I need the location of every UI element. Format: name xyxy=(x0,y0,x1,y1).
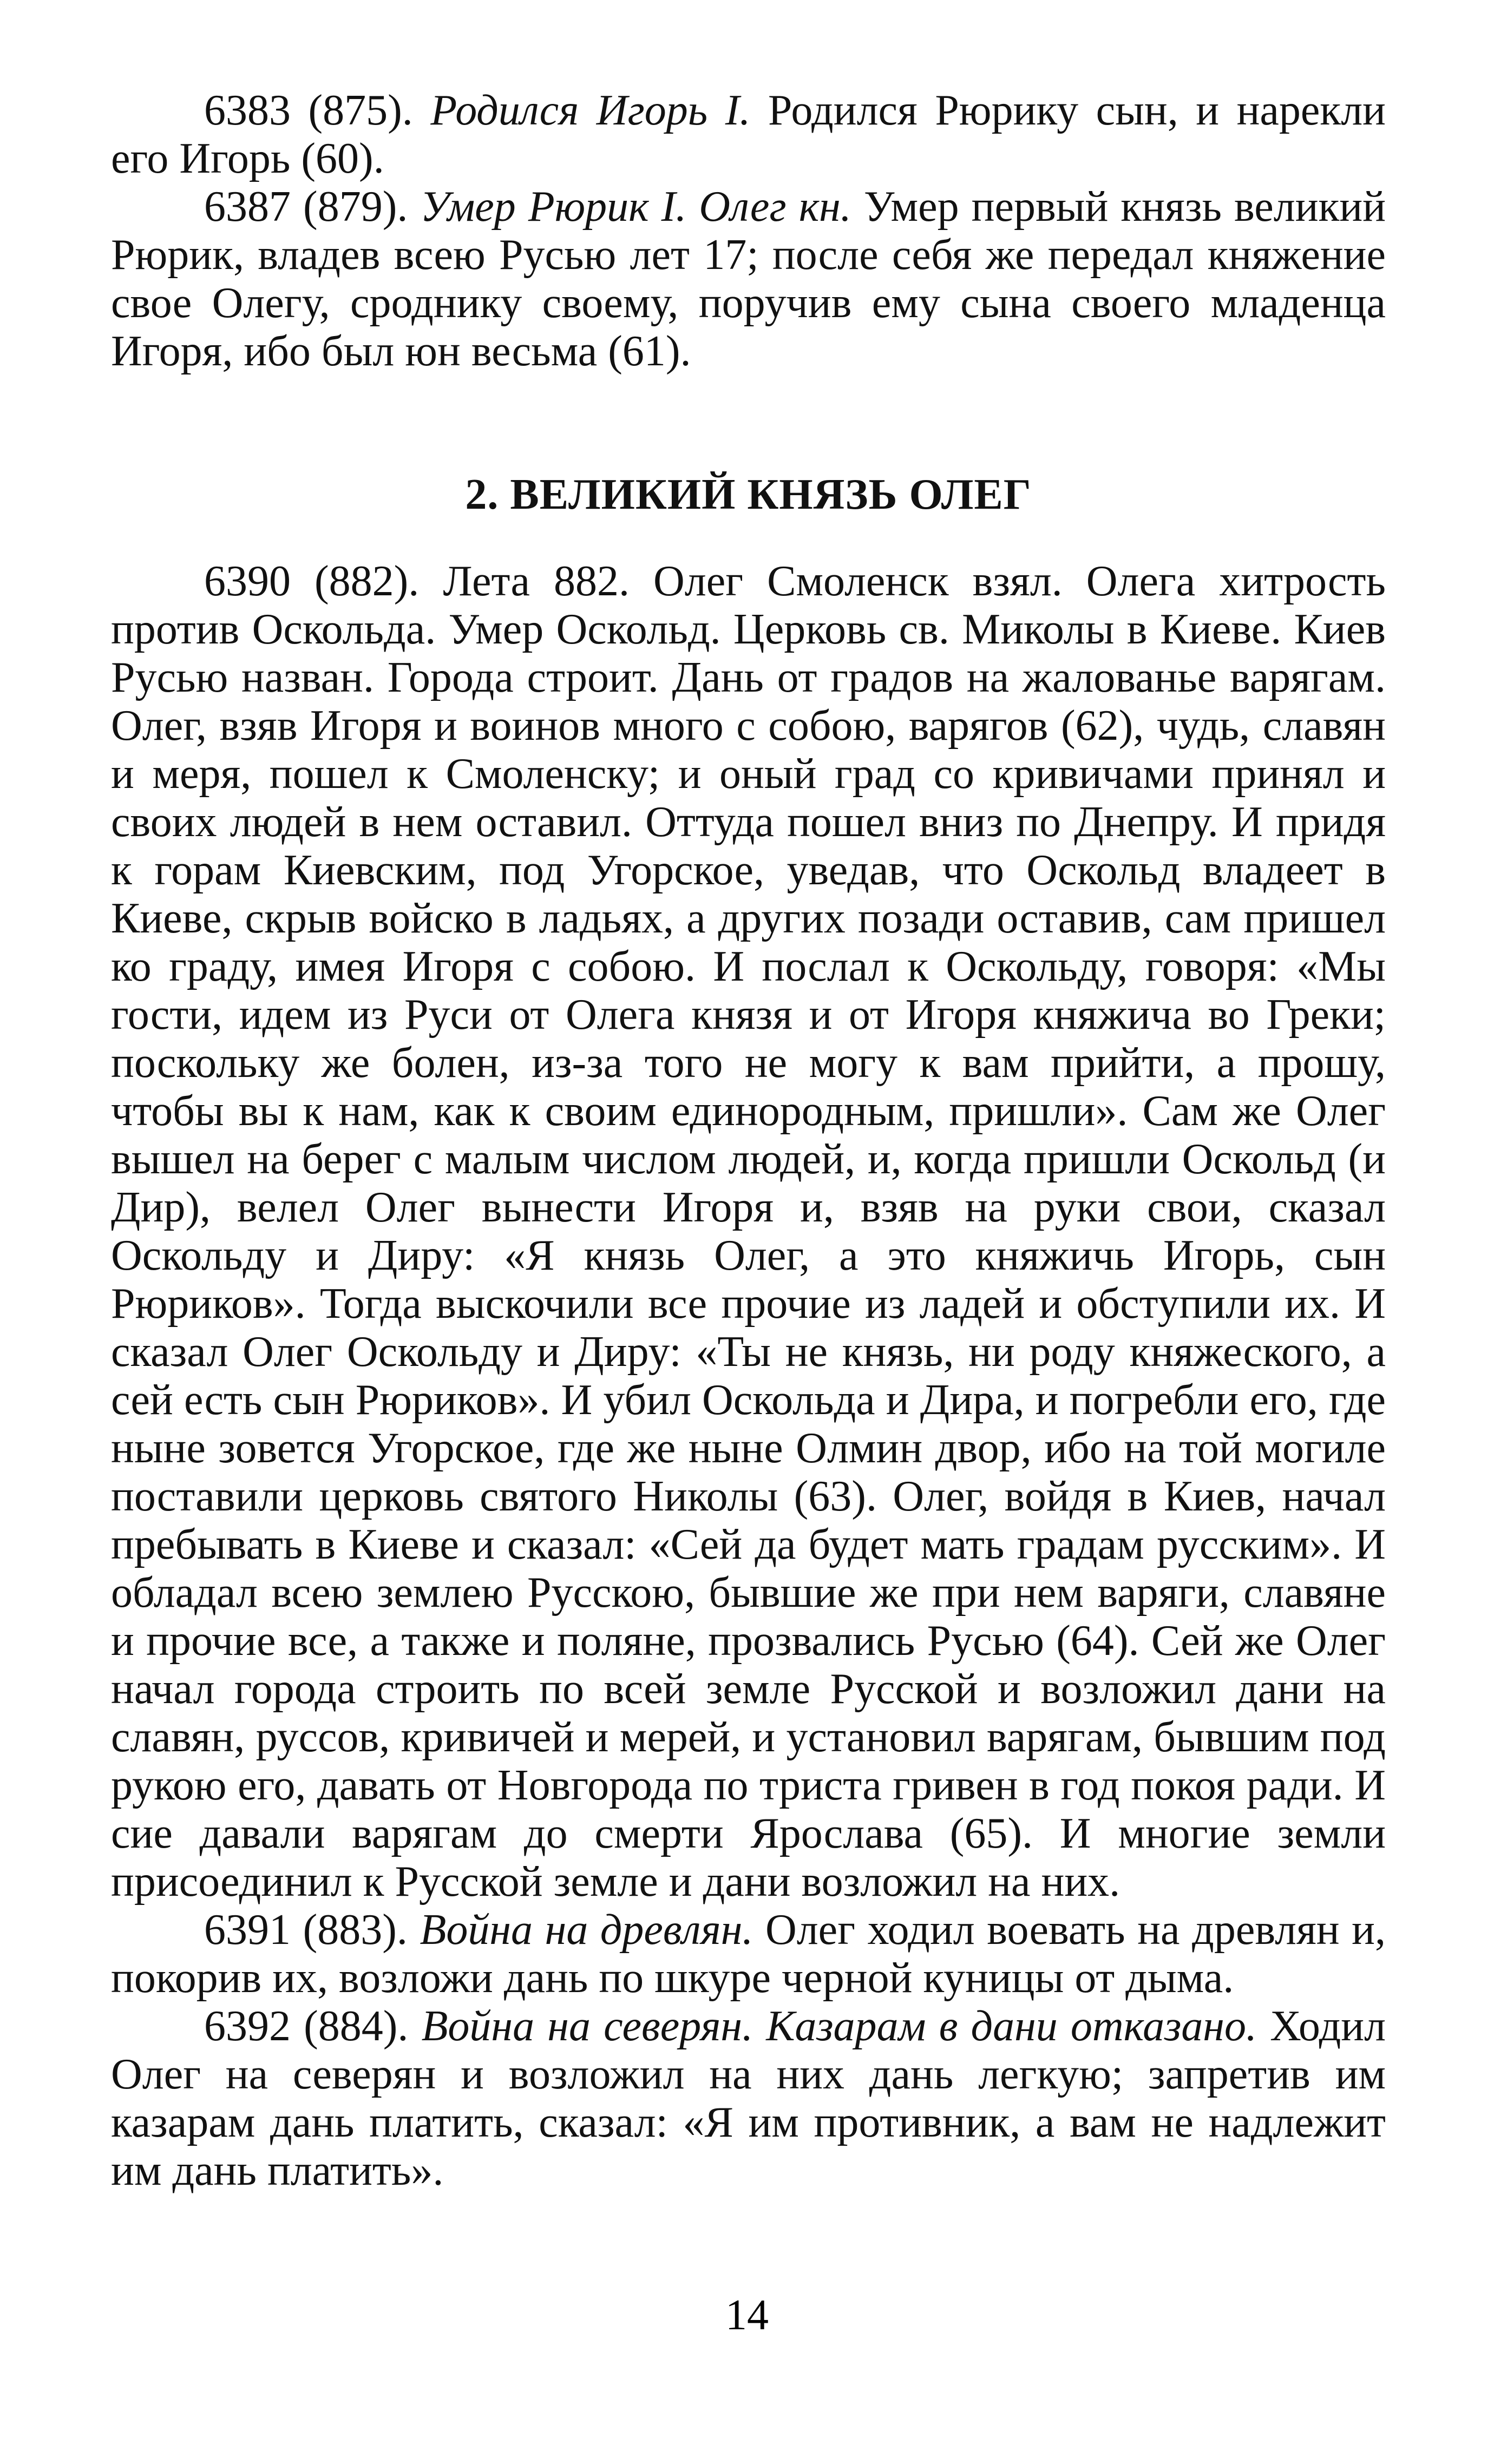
entry-title: Умер Рюрик I. Олег кн. xyxy=(420,183,851,231)
entry-text: Лета 882. Олег Смоленск взял. Олега хитрость против Оскольда. Умер Оскольд. Церковь св. Миколы в Киеве. Киев Русью назван. Города строит. Дань от градов на жалованье варягам. Олег, взяв Игоря и воинов много с собою, варягов (62), чудь, славян и меря, пошел к Смоленску; и оный град со кривичами принял и своих людей в нем оставил. Оттуда пошел вниз по Днепру. И придя к горам Киевским, под Угорское, уведав, что Оскольд владеет в Киеве, скрыв войско в ладьях, а других позади оставив, сам пришел ко граду, имея Игоря с собою. И послал к Оскольду, говоря: «Мы гости, идем из Руси от Олега князя и от Игоря княжича во Греки; поскольку же болен, из-за того не могу к вам прийти, а прошу, чтобы вы к нам, как к своим единородным, пришли». Сам же Олег вышел на берег с малым числом людей, и, когда пришли Оскольд (и Дир), велел Олег вынести Игоря и, взяв на руки свои, сказал Оскольду и Диру: «Я князь Олег, а это княжичь Игорь, сын Рюриков». Тогда выскочили все прочие из ладей и обступили их. И сказал Олег Оскольду и Диру: «Ты не князь, ни роду княжеского, а сей есть сын Рюриков». И убил Оскольда и Дира, и погребли его, где ныне зовется Угорское, где же ныне Олмин двор, ибо на той могиле поставили церковь святого Николы (63). Олег, войдя в Киев, начал пребывать в Киеве и сказал: «Сей да будет мать градам русским». И обладал всею землею Русскою, бывшие же при нем варяги, славяне и прочие все, а также и поляне, прозвались Русью (64). Сей же Олег начал города строить по всей земле Русской и возложил дани на славян, руссов, кривичей и мерей, и установил варягам, бывшим под рукою его, давать от Новгорода по триста гривен в год покоя ради. И сие давали варягам до смерти Ярослава (65). И многие земли присоединил к Русской земле и дани возложил на них. xyxy=(111,557,1386,1906)
entry-text: Олег ходил воевать на древлян и, покорив их, возложи дань по шкуре черной куницы от дыма. xyxy=(111,1906,1386,2002)
entry-date: 6387 (879). xyxy=(204,183,421,231)
entry-6383 xyxy=(111,87,1386,183)
entry-date: 6392 (884). xyxy=(204,2002,422,2050)
entry-6391 xyxy=(111,1906,1386,2002)
entry-date: 6383 (875). xyxy=(204,87,431,134)
section-heading: 2. ВЕЛИКИЙ КНЯЗЬ ОЛЕГ xyxy=(465,471,1032,518)
entry-6390 xyxy=(111,557,1386,1906)
entry-text: Ходил Олег на северян и возложил на них дань легкую; запретив им казарам дань платить, сказал: «Я им противник, а вам не надлежит им дань платить». xyxy=(111,2002,1386,2194)
entry-text: Родился Рюрику сын, и нарекли его Игорь (60). xyxy=(111,87,1386,182)
entry-title: Родился Игорь I. xyxy=(430,87,751,134)
entry-6392 xyxy=(111,2002,1386,2195)
entry-text: Умер первый князь великий Рюрик, владев всею Русью лет 17; после себя же передал княжение свое Олегу, сроднику своему, поручив ему сына своего младенца Игоря, ибо был юн весьма (61). xyxy=(111,183,1386,375)
entry-title: Война на северян. Казарам в дани отказано. xyxy=(421,2002,1257,2050)
entry-6387 xyxy=(111,183,1386,376)
entry-date: 6391 (883). xyxy=(204,1906,420,1954)
entry-title: Война на древлян. xyxy=(420,1906,753,1954)
entry-date: 6390 (882). xyxy=(204,557,443,605)
page-number: 14 xyxy=(725,2291,769,2339)
